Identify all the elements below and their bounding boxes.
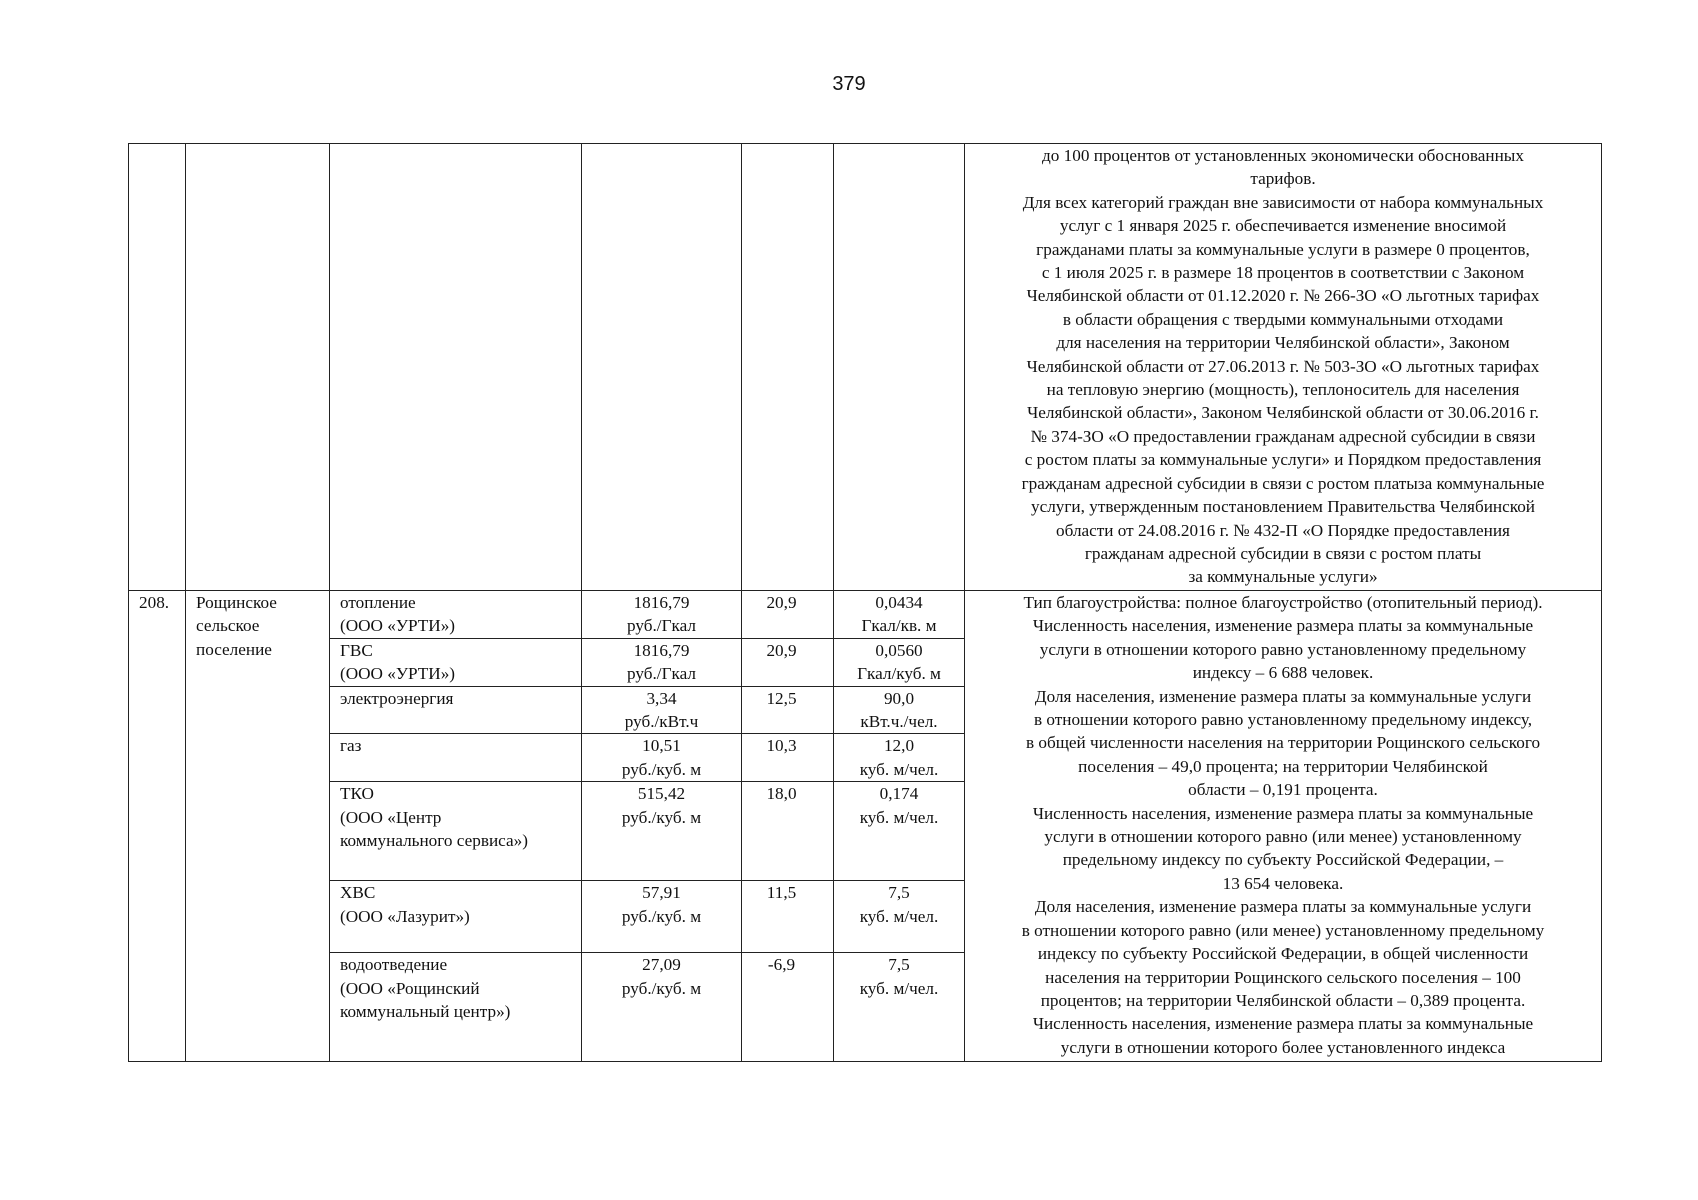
tariff-value: 1816,79 — [633, 640, 690, 660]
norm-value: 12,0 — [883, 736, 915, 756]
service-norm — [834, 782, 965, 881]
settlement-name-line: Рощинское — [196, 593, 277, 612]
service-tariff — [582, 686, 742, 734]
tariff-unit: руб./куб. м — [621, 759, 702, 779]
tariff-value: 3,34 — [646, 688, 677, 708]
note-line: индексу по субъекту Российской Федерации, в общей численности — [1037, 944, 1529, 964]
service-row — [129, 591, 1602, 639]
service-change-pct: 18,0 — [742, 782, 834, 881]
note-line: на тепловую энергию (мощность), теплоноситель для населения — [1046, 380, 1520, 400]
norm-unit: куб. м/чел. — [859, 906, 939, 926]
note-line: гражданам адресной субсидии в связи с ростом платыза коммунальные — [1021, 473, 1545, 493]
settlement-name — [186, 591, 330, 1062]
service-name-line: (ООО «Рощинский — [340, 978, 480, 998]
note-line: в отношении которого равно (или менее) установленному предельному — [1021, 920, 1545, 940]
note-line: 13 654 человека. — [1222, 873, 1344, 893]
service-norm — [834, 734, 965, 782]
note-line: области – 0,191 процента. — [1188, 780, 1378, 800]
norm-value: 7,5 — [888, 955, 910, 975]
service-change-pct: 12,5 — [742, 686, 834, 734]
note-line: за коммунальные услуги» — [1188, 567, 1378, 587]
note-line: в общей численности населения на территории Рощинского сельского — [1025, 733, 1541, 753]
service-change-pct: 10,3 — [742, 734, 834, 782]
tariff-value: 57,91 — [642, 883, 681, 903]
service-norm — [834, 953, 965, 1062]
service-cell-empty — [330, 144, 582, 591]
note-line: Для всех категорий граждан вне зависимости от набора коммунальных — [1022, 192, 1544, 212]
pct-cell-empty — [742, 144, 834, 591]
service-norm — [834, 638, 965, 686]
norm-unit: куб. м/чел. — [859, 978, 939, 998]
tariff-unit: руб./Гкал — [627, 664, 696, 684]
tariff-unit: руб./Гкал — [627, 616, 696, 636]
norm-unit: Гкал/кв. м — [861, 616, 937, 636]
norm-value: 0,174 — [879, 784, 919, 804]
service-name-line: газ — [340, 736, 362, 756]
settlement-name-line: поселение — [196, 639, 272, 659]
note-line: предельному индексу по субъекту Российской Федерации, – — [1062, 850, 1504, 870]
norm-value: 0,0560 — [875, 640, 923, 660]
note-line: до 100 процентов от установленных экономически обоснованных — [1042, 146, 1524, 165]
note-line: населения на территории Рощинского сельского поселения – 100 — [1045, 967, 1521, 987]
note-line: с ростом платы за коммунальные услуги» и Порядком предоставления — [1024, 450, 1542, 470]
service-name — [330, 881, 582, 953]
note-line: Численность населения, изменение размера платы за коммунальные — [1032, 1014, 1534, 1034]
service-change-pct: 20,9 — [742, 638, 834, 686]
service-norm — [834, 881, 965, 953]
norm-unit: куб. м/чел. — [859, 759, 939, 779]
norm-value: 7,5 — [888, 883, 910, 903]
note-line: услуги в отношении которого равно установленному предельному — [1039, 639, 1527, 659]
tariff-unit: руб./кВт.ч — [624, 712, 699, 732]
norm-unit: кВт.ч./чел. — [860, 712, 938, 732]
service-tariff — [582, 782, 742, 881]
service-name-line: отопление — [340, 593, 416, 612]
service-change-pct: -6,9 — [742, 953, 834, 1062]
service-name — [330, 953, 582, 1062]
norm-unit: Гкал/куб. м — [857, 664, 941, 684]
continuation-note-cell — [965, 144, 1602, 591]
norm-cell-empty — [834, 144, 965, 591]
tariff-value: 515,42 — [637, 784, 686, 804]
tariff-unit: руб./куб. м — [621, 807, 702, 827]
norm-value: 90,0 — [883, 688, 915, 708]
note-line: с 1 июля 2025 г. в размере 18 процентов в соответствии с Законом — [1041, 263, 1525, 283]
note-line: Челябинской области от 01.12.2020 г. № 266-ЗО «О льготных тарифах — [1026, 286, 1540, 306]
norm-value: 0,0434 — [875, 593, 923, 612]
note-line: области от 24.08.2016 г. № 432-П «О Порядке предоставления — [1056, 520, 1510, 540]
service-name — [330, 782, 582, 881]
service-name-line: коммунального сервиса») — [340, 831, 528, 851]
note-line: Челябинской области от 27.06.2013 г. № 503-ЗО «О льготных тарифах — [1026, 356, 1540, 376]
note-line: Тип благоустройства: полное благоустройство (отопительный период). — [1023, 593, 1543, 612]
note-line: услуги, утвержденным постановлением Правительства Челябинской — [1030, 497, 1535, 517]
service-name-line: электроэнергия — [340, 688, 454, 708]
note-line: поселения – 49,0 процента; на территории Челябинской — [1078, 756, 1488, 776]
note-line: индексу – 6 688 человек. — [1192, 663, 1374, 683]
service-name-line: ХВС — [340, 883, 376, 903]
service-tariff — [582, 591, 742, 639]
name-cell-empty — [186, 144, 330, 591]
service-change-pct: 20,9 — [742, 591, 834, 639]
norm-unit: куб. м/чел. — [859, 807, 939, 827]
note-line: Доля населения, изменение размера платы за коммунальные услуги — [1034, 686, 1532, 706]
service-name — [330, 734, 582, 782]
tariff-value: 1816,79 — [633, 593, 690, 612]
tariff-cell-empty — [582, 144, 742, 591]
service-norm — [834, 591, 965, 639]
service-name-line: (ООО «Центр — [340, 807, 442, 827]
service-name-line: ТКО — [340, 784, 374, 804]
service-name-line: коммунальный центр») — [340, 1002, 511, 1022]
entry-note-cell — [965, 591, 1602, 1062]
service-tariff — [582, 638, 742, 686]
service-name — [330, 638, 582, 686]
service-name — [330, 686, 582, 734]
service-name-line: (ООО «Лазурит») — [340, 906, 470, 926]
note-line: в отношении которого равно установленному предельному индексу, — [1033, 710, 1533, 730]
service-name-line: ГВС — [340, 640, 373, 660]
note-line: Численность населения, изменение размера платы за коммунальные — [1032, 803, 1534, 823]
tariff-value: 27,09 — [642, 955, 681, 975]
note-line: гражданам адресной субсидии в связи с ростом платы — [1084, 543, 1482, 563]
note-line: в области обращения с твердыми коммунальными отходами — [1062, 309, 1504, 329]
service-tariff — [582, 953, 742, 1062]
number-cell-empty — [129, 144, 186, 591]
service-norm — [834, 686, 965, 734]
tariff-unit: руб./куб. м — [621, 906, 702, 926]
tariff-unit: руб./куб. м — [621, 978, 702, 998]
note-line: № 374-ЗО «О предоставлении гражданам адресной субсидии в связи — [1030, 426, 1536, 446]
tariff-value: 10,51 — [642, 736, 681, 756]
note-line: тарифов. — [1250, 169, 1316, 189]
continuation-row — [129, 144, 1602, 591]
note-line: процентов; на территории Челябинской области – 0,389 процента. — [1040, 990, 1526, 1010]
service-tariff — [582, 734, 742, 782]
entry-number: 208. — [129, 591, 186, 1062]
service-name-line: (ООО «УРТИ») — [340, 616, 456, 636]
settlement-name-line: сельское — [196, 616, 260, 636]
service-change-pct: 11,5 — [742, 881, 834, 953]
tariff-table — [128, 143, 1602, 1062]
page-number: 379 — [832, 73, 866, 95]
note-line: услуги в отношении которого равно (или менее) установленному — [1044, 827, 1522, 847]
note-line: гражданами платы за коммунальные услуги в размере 0 процентов, — [1036, 239, 1530, 259]
service-tariff — [582, 881, 742, 953]
note-line: услуг с 1 января 2025 г. обеспечивается изменение вносимой — [1059, 216, 1507, 236]
note-line: Челябинской области», Законом Челябинской области от 30.06.2016 г. — [1027, 403, 1539, 423]
note-line: услуги в отношении которого более установленного индекса — [1060, 1037, 1506, 1057]
service-name-line: (ООО «УРТИ») — [340, 664, 456, 684]
service-name — [330, 591, 582, 639]
service-name-line: водоотведение — [340, 955, 448, 975]
note-line: Численность населения, изменение размера платы за коммунальные — [1032, 616, 1534, 636]
note-line: Доля населения, изменение размера платы за коммунальные услуги — [1034, 897, 1532, 917]
note-line: для населения на территории Челябинской области», Законом — [1056, 333, 1510, 353]
